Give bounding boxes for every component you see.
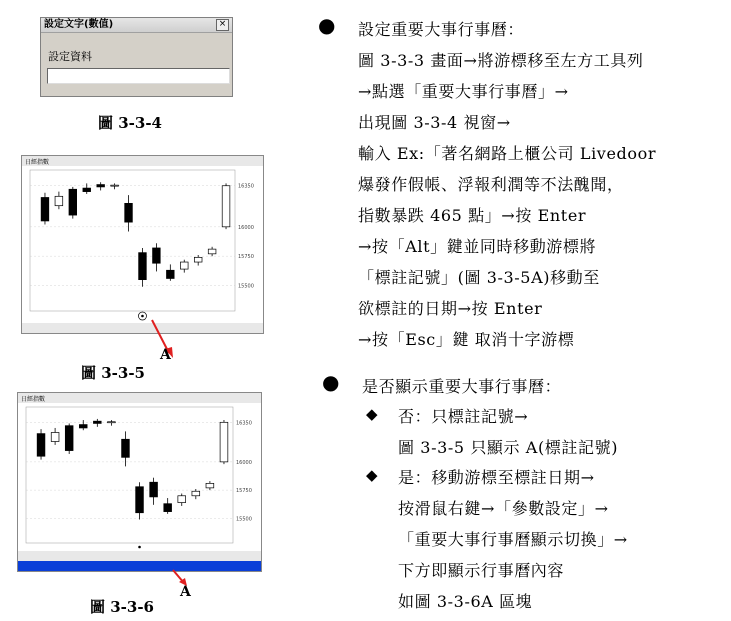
chart-status-strip (22, 323, 263, 333)
candle-body (69, 189, 77, 215)
bullet-icon: ● (322, 370, 340, 394)
plot-frame (30, 170, 235, 311)
figure-caption-3-3-6: 圖 3-3-6 (90, 598, 154, 616)
marker-a-label-2: A (180, 584, 191, 600)
candle-body (178, 496, 186, 503)
candle-body (136, 487, 144, 513)
chart-3-3-5 (21, 155, 264, 334)
option-yes-line: 下方即顯示行事曆內容 (398, 561, 565, 580)
candlestick-chart-3-3-6 (18, 393, 261, 571)
chart-status-strip (18, 561, 261, 571)
candle-body (55, 196, 63, 205)
section1-line: →按「Alt」鍵並同時移動游標將 (358, 237, 597, 256)
candle-body (164, 504, 172, 512)
candle-body (97, 185, 105, 187)
y-tick-label: 15500 (238, 283, 254, 290)
chart-header-strip (18, 393, 261, 403)
candle-body (220, 422, 228, 462)
candle-body (194, 257, 202, 262)
candle-body (208, 249, 216, 254)
section1-line: 爆發作假帳、浮報利潤等不法醜聞， (358, 175, 624, 194)
y-tick-label: 16000 (236, 459, 252, 466)
candle-body (79, 425, 87, 428)
section1-line: 欲標註的日期→按 Enter (358, 299, 543, 318)
plot-frame (26, 407, 233, 543)
event-marker-dot (141, 315, 144, 318)
chart-title: 日經指數 (25, 159, 50, 166)
candle-body (180, 262, 188, 269)
candle-body (139, 253, 147, 280)
diamond-icon: ◆ (366, 466, 378, 484)
section1-line: 指數暴跌 465 點」→按 Enter (358, 206, 587, 225)
section2-heading: 是否顯示重要大事行事曆： (362, 377, 562, 396)
y-tick-label: 16350 (238, 183, 254, 190)
candle-body (122, 439, 130, 457)
marker-a-label: A (160, 347, 171, 363)
data-input[interactable] (47, 68, 230, 84)
figure-caption-3-3-4: 圖 3-3-4 (98, 114, 162, 132)
option-yes-head: 是：移動游標至標註日期→ (398, 468, 595, 487)
chart-header-strip (22, 156, 263, 166)
candle-body (37, 434, 45, 457)
section1-heading: 設定重要大事行事曆： (358, 20, 525, 39)
diamond-icon: ◆ (366, 405, 378, 423)
candle-body (83, 188, 91, 192)
dialog-title: 設定文字(數值) (44, 19, 114, 30)
dialog-titlebar (41, 18, 232, 33)
close-icon[interactable]: × (216, 19, 229, 31)
section1-line: →點選「重要大事行事曆」→ (358, 82, 569, 101)
candle-body (150, 482, 158, 497)
y-tick-label: 16000 (238, 224, 254, 231)
candle-body (41, 197, 49, 220)
candle-body (111, 185, 119, 186)
chart-title: 日經指數 (21, 396, 46, 403)
field-label: 設定資料 (48, 50, 92, 63)
y-tick-label: 15750 (238, 254, 254, 261)
candle-body (65, 426, 73, 451)
option-no-head: 否：只標註記號→ (398, 407, 529, 426)
y-tick-label: 16350 (236, 420, 252, 427)
section1-line: 輸入 Ex:「著名網路上櫃公司 Livedoor (358, 144, 657, 163)
candle-body (153, 248, 161, 263)
option-yes-line: 如圖 3-3-6A 區塊 (398, 592, 533, 611)
option-yes-line: 按滑鼠右鍵→「參數設定」→ (398, 499, 609, 518)
candle-body (125, 203, 133, 222)
set-text-dialog (40, 17, 233, 97)
candle-body (51, 432, 59, 441)
candle-body (192, 491, 200, 496)
candlestick-chart-3-3-5 (22, 156, 263, 333)
bullet-icon: ● (318, 13, 336, 37)
event-marker-dot (138, 546, 141, 549)
section1-line: →按「Esc」鍵 取消十字游標 (358, 330, 575, 349)
option-no-line: 圖 3-3-5 只顯示 A(標註記號) (398, 438, 619, 457)
candle-body (108, 422, 116, 423)
chart-3-3-6 (17, 392, 262, 572)
candle-body (222, 186, 230, 227)
section1-line: 圖 3-3-3 畫面→將游標移至左方工具列 (358, 51, 644, 70)
candle-body (93, 421, 101, 423)
section1-line: 出現圖 3-3-4 視窗→ (358, 113, 511, 132)
y-tick-label: 15750 (236, 488, 252, 495)
figure-caption-3-3-5: 圖 3-3-5 (81, 364, 145, 382)
chart-info-strip (18, 551, 261, 561)
section1-line: 「標註記號」(圖 3-3-5A)移動至 (358, 268, 600, 287)
option-yes-line: 「重要大事行事曆顯示切換」→ (398, 530, 628, 549)
candle-body (206, 483, 214, 488)
candle-body (166, 270, 174, 278)
y-tick-label: 15500 (236, 516, 252, 523)
